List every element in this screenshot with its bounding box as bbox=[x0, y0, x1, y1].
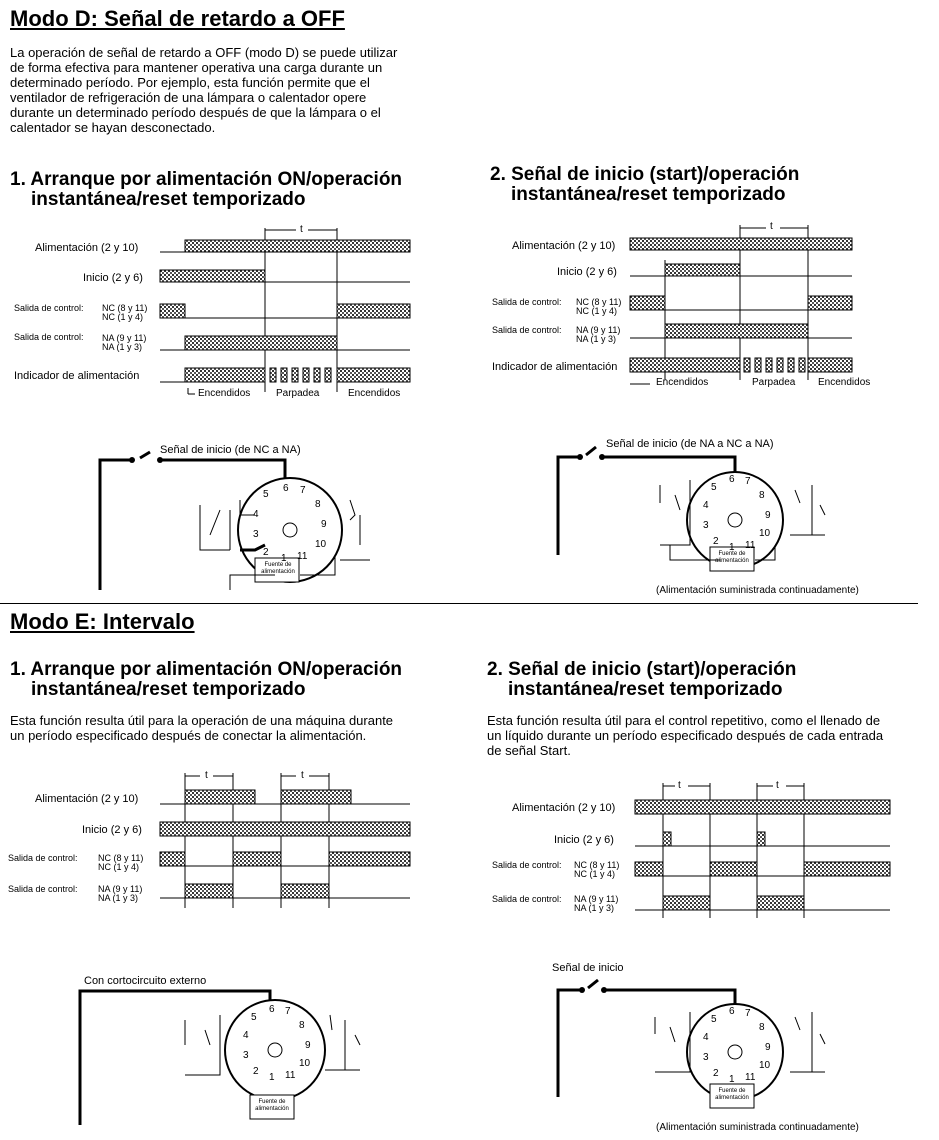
mode-e-title: Modo E: Intervalo bbox=[10, 609, 195, 634]
label-salida-na: Salida de control: bbox=[14, 332, 84, 342]
section-divider bbox=[0, 603, 918, 604]
continuous-power-note: (Alimentación suministrada continuadamente) bbox=[656, 1122, 859, 1133]
label-alimentacion: Alimentación (2 y 10) bbox=[35, 242, 139, 254]
continuous-power-note: (Alimentación suministrada continuadamente) bbox=[656, 585, 859, 596]
mode-e-section1-desc: Esta función resulta útil para la operación de una máquina durante un período especificado después de conectar la alimentación. bbox=[10, 713, 394, 743]
wiring-label: Señal de inicio bbox=[552, 962, 624, 974]
mode-d-title: Modo D: Señal de retardo a OFF bbox=[10, 6, 345, 31]
relay-socket-pins: 6 7 5 8 4 9 3 10 2 1 11 bbox=[253, 483, 327, 564]
power-supply-box: Fuente de alimentación bbox=[255, 1099, 289, 1112]
label-inicio: Inicio (2 y 6) bbox=[83, 272, 143, 284]
label-salida-nc: Salida de control: bbox=[14, 303, 84, 313]
mode-d-paragraph: La operación de señal de retardo a OFF (modo D) se puede utilizar de forma efectiva para mantener operativa una carga durante un determinado período. Por ejemplo, esta función permite que el ventilador de refrigeración de una lámpara o calentador opere durante un determinado período después de que la lámpara o el calentador se hayan desconectado. bbox=[10, 45, 398, 135]
label-indicador: Indicador de alimentación bbox=[492, 361, 618, 373]
power-supply-box: Fuente de alimentación bbox=[261, 562, 295, 575]
mode-d-section2-title: 2. Señal de inicio (start)/operación instantánea/reset temporizado bbox=[490, 164, 800, 205]
label-alimentacion: Alimentación (2 y 10) bbox=[512, 240, 616, 252]
relay-socket-pins: 6 7 5 8 4 9 3 10 2 1 11 bbox=[703, 474, 771, 553]
relay-socket-pins: 6 7 5 8 4 9 3 10 2 1 11 bbox=[243, 1004, 311, 1083]
mode-e-wiring-1 bbox=[70, 975, 470, 1125]
wiring-label: Señal de inicio (de NC a NA) bbox=[160, 444, 301, 456]
mode-e-section2-title: 2. Señal de inicio (start)/operación instantánea/reset temporizado bbox=[487, 659, 797, 700]
power-supply-box: Fuente de alimentación bbox=[715, 1088, 749, 1101]
wiring-label: Señal de inicio (de NA a NC a NA) bbox=[606, 438, 774, 450]
relay-socket-pins: 6 7 5 8 4 9 3 10 2 1 11 bbox=[703, 1006, 771, 1085]
mode-d-timing-chart-1: Alimentación (2 y 10) Inicio (2 y 6) Salida de control: NC (8 y 11) NC (1 y 4) Salida de control: NA (9 y 11) NA (1 y 3) Indicador de alimentación Encendidos Parpadea Encendidos t bbox=[0, 222, 470, 402]
mode-d-section1-title: 1. Arranque por alimentación ON/operación instantánea/reset temporizado bbox=[10, 169, 403, 210]
label-inicio: Inicio (2 y 6) bbox=[557, 266, 617, 278]
label-indicador: Indicador de alimentación bbox=[14, 370, 140, 382]
mode-e-section1-title: 1. Arranque por alimentación ON/operación instantánea/reset temporizado bbox=[10, 659, 403, 700]
mode-e-timing-chart-1: Alimentación (2 y 10) Inicio (2 y 6) Salida de control: NC (8 y 11) NC (1 y 4) Salida de control: NA (9 y 11) NA (1 y 3) t t bbox=[0, 768, 470, 918]
power-supply-box: Fuente de alimentación bbox=[715, 551, 749, 564]
mode-e-wiring-2 bbox=[550, 962, 930, 1137]
mode-d-wiring-2 bbox=[550, 435, 930, 596]
mode-d-wiring-1 bbox=[90, 440, 490, 590]
mode-e-section2-desc: Esta función resulta útil para el control repetitivo, como el llenado de un líquido durante un período especificado después de cada entrada de señal Start. bbox=[487, 713, 884, 758]
mode-d-timing-chart-2: Alimentación (2 y 10) Inicio (2 y 6) Salida de control: NC (8 y 11) NC (1 y 4) Salida de control: NA (9 y 11) NA (1 y 3) Indicador de alimentación Encendidos Parpadea Encendidos t bbox=[492, 221, 871, 388]
wiring-label: Con cortocircuito externo bbox=[84, 975, 207, 987]
mode-e-timing-chart-2: Alimentación (2 y 10) Inicio (2 y 6) Salida de control: NC (8 y 11) NC (1 y 4) Salida de control: NA (9 y 11) NA (1 y 3) t t bbox=[490, 778, 930, 923]
